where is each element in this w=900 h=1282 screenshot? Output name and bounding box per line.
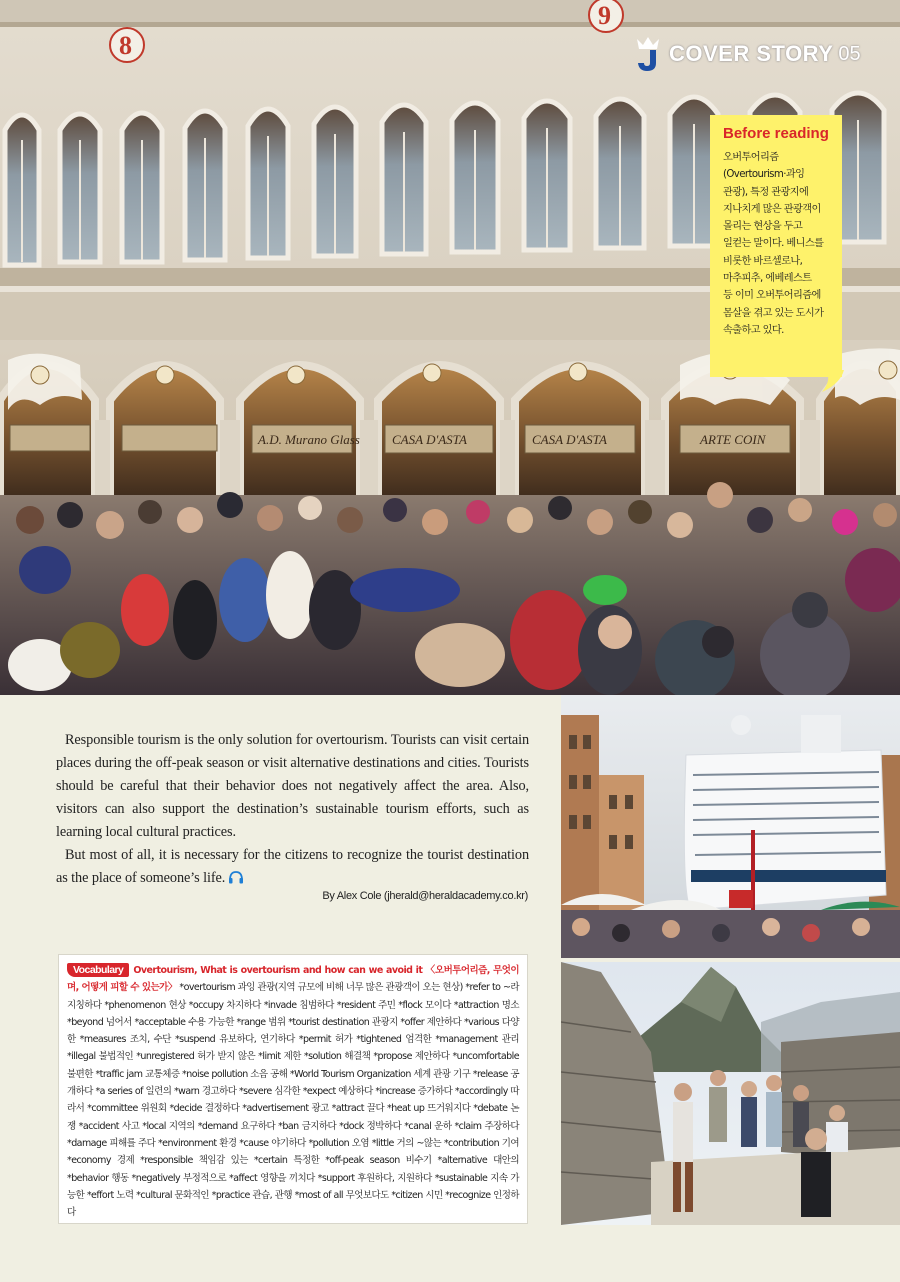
vocabulary-body bbox=[67, 962, 519, 1221]
article-byline: By Alex Cole (jherald@heraldacademy.co.kr) bbox=[322, 890, 528, 902]
before-reading-line: 등 이미 오버투어리즘에 bbox=[723, 290, 821, 302]
page-number: 05 bbox=[838, 42, 861, 65]
headphone-icon[interactable] bbox=[228, 870, 244, 884]
before-reading-line: 몰리는 현상을 두고 bbox=[723, 221, 803, 233]
vocabulary-heading: Overtourism, What is overtourism and how can we avoid it 〈오버투어리즘, 무엇이며, 어떻게 피할 수 있는가〉 bbox=[67, 965, 519, 994]
before-reading-line: 마추피추, 에베레스트 bbox=[723, 273, 812, 285]
machu-picchu-illustration bbox=[561, 962, 900, 1225]
before-reading-line: 몸살을 겪고 있는 도시가 bbox=[723, 307, 824, 319]
vocabulary-terms: *overtourism 과잉 관광(지역 규모에 비해 너무 많은 관광객이 오는 현상) *refer to ~라 지칭하다 *phenomenon 현상 *occupy 차지하다 *invade 침범하다 *resident 주민 *flock 모이다 *attraction 명소 *beyond 넘어서 *acceptable 수용 가능한 *range 범위 *tourist destination 관광지 *offer 제안하다 *various 다양한 *measures 조치, 수단 *suspend 유보하다, 연기하다 *permit 허가 *tightened 엄격한 *management 관리 *illegal 불법적인 *unregistered 허가 받지 않은 *limit 제한 *solution 해결책 *propose 제안하다 *uncomfortable 불편한 *traffic jam 교통체증 *noise pollution 소음 공해 *World Tourism Organization 세계 관광 기구 *release 공개하다 *a series of 일련의 *warn 경고하다 *severe 심각한 *expect 예상하다 *increase 증가하다 *accordingly 따라서 *committee 위원회 *decide 결정하다 *advertisement 광고 *attract 끌다 *heat up 뜨거워지다 *debate 논쟁 *accident 사고 *local 지역의 *demand 요구하다 *ban 금지하다 *dock 정박하다 *canal 운하 *claim 주장하다 *damage 피해를 주다 *environment 환경 *cause 야기하다 *pollution 오염 *little 거의 ~않는 *contribution 기여 *economy 경제 *responsible 책임감 있는 *certain 특정한 *off-peak season 비수기 *alternative 대안의 *behavior 행동 *negatively 부정적으로 *affect 영향을 끼치다 *support 후원하다, 지원하다 *sustainable 지속 가능한 *effort 노력 *cultural 문화적인 *practice 관습, 관행 *most of all 무엇보다도 *citizen 시민 *recognize 인정하다 bbox=[67, 982, 519, 1219]
before-reading-line: 오버투어리즘 bbox=[723, 152, 779, 163]
article-paragraph-2-text: But most of all, it is necessary for the citizens to recognize the tourist destination as the place of someone’s life. bbox=[56, 847, 529, 886]
before-reading-title: Before reading bbox=[723, 125, 829, 142]
before-reading-line: 지나치게 많은 관광객이 bbox=[723, 203, 821, 215]
shop-sign-casa-1: CASA D'ASTA bbox=[392, 432, 467, 447]
cruise-ship-photo bbox=[561, 695, 900, 958]
section-title: COVER STORY bbox=[669, 41, 834, 66]
article-paragraph-2 bbox=[56, 844, 529, 890]
pillar-number-9: 9 bbox=[598, 1, 611, 30]
article-body bbox=[56, 729, 529, 890]
before-reading-box bbox=[710, 115, 842, 377]
page-header bbox=[633, 34, 861, 74]
shop-sign-casa-2: CASA D'ASTA bbox=[532, 432, 607, 447]
machu-picchu-photo bbox=[561, 962, 900, 1225]
cruise-ship-illustration bbox=[561, 695, 900, 958]
vocabulary-badge: Vocabulary bbox=[67, 963, 129, 977]
before-reading-line: 비롯한 바르셀로나, bbox=[723, 255, 803, 267]
article-paragraph-1: Responsible tourism is the only solution for overtourism. Tourists can visit certain places during the off-peak season or visit alternative destinations and cities. Tourists should be careful that their behavior does not negatively affect the area. Also, visitors can also support the destination’s sustainable tourism efforts, such as learning local cultural practices. bbox=[56, 732, 529, 840]
shop-sign-murano: A.D. Murano Glass bbox=[258, 432, 360, 447]
pillar-number-8: 8 bbox=[119, 31, 132, 60]
note-tail-decoration bbox=[812, 370, 844, 392]
before-reading-line: 속출하고 있다. bbox=[723, 324, 784, 336]
shop-sign-arte-coin: ARTE COIN bbox=[700, 432, 766, 447]
vocabulary-box bbox=[58, 954, 528, 1224]
j-logo-icon bbox=[633, 35, 663, 73]
before-reading-line: 관광), 특정 관광지에 bbox=[723, 186, 809, 198]
before-reading-body bbox=[723, 149, 832, 339]
before-reading-line: (Overtourism·과잉 bbox=[723, 169, 805, 181]
before-reading-line: 일컫는 말이다. 베니스를 bbox=[723, 238, 824, 250]
